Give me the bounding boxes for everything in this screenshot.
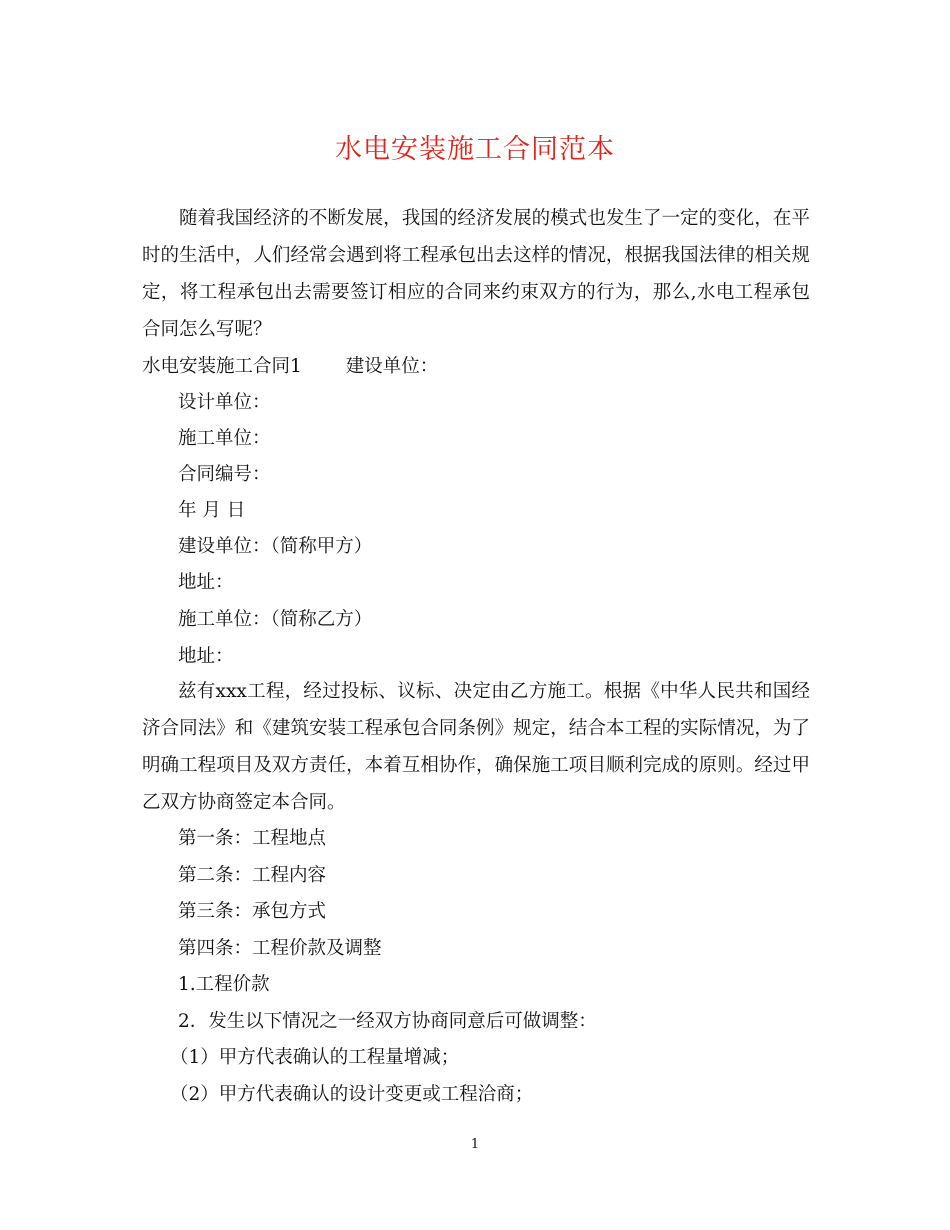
party-a-address-field: 地址：	[178, 572, 234, 593]
intro-paragraph: 随着我国经济的不断发展，我国的经济发展的模式也发生了一定的变化，在平时的生活中，人们经常会遇到将工程承包出去这样的情况，根据我国法律的相关规定，将工程承包出去需要签订相应的合同来约束双方的行为，那么,水电工程承包合同怎么写呢？	[142, 208, 810, 340]
sub-item-2: （2）甲方代表确认的设计变更或工程洽商；	[170, 1084, 534, 1105]
contract-heading-line	[142, 348, 822, 385]
construction-unit-label: 建设单位：	[345, 356, 439, 377]
date-line: 年 月 日	[178, 500, 246, 521]
contractor-unit-field: 施工单位：	[178, 428, 271, 449]
document-title: 水电安装施工合同范本	[335, 134, 615, 165]
contract-number-field: 合同编号：	[178, 464, 271, 485]
article-2: 第二条：工程内容	[178, 865, 327, 886]
party-b-address-field: 地址：	[178, 646, 234, 667]
article-3: 第三条：承包方式	[178, 901, 327, 922]
preamble-paragraph: 兹有xxx工程，经过投标、议标、决定由乙方施工。根据《中华人民共和国经济合同法》和《建筑安装工程承包合同条例》规定，结合本工程的实际情况，为了明确工程项目及双方责任，本着互相协作，确保施工项目顺利完成的原则。经过甲乙双方协商签定本合同。	[142, 681, 810, 813]
article-1: 第一条：工程地点	[178, 828, 327, 849]
article-4: 第四条：工程价款及调整	[178, 938, 382, 959]
page-number: 1	[470, 1137, 480, 1152]
sub-item-1: （1）甲方代表确认的工程量增减；	[170, 1047, 460, 1068]
design-unit-field: 设计单位：	[178, 392, 271, 413]
adjust-item: 2．发生以下情况之一经双方协商同意后可做调整：	[178, 1011, 597, 1032]
contract-heading: 水电安装施工合同1	[142, 356, 302, 377]
party-b-field: 施工单位：（简称乙方）	[178, 609, 373, 630]
party-a-field: 建设单位：（简称甲方）	[178, 536, 373, 557]
price-item: 1.工程价款	[178, 974, 270, 995]
